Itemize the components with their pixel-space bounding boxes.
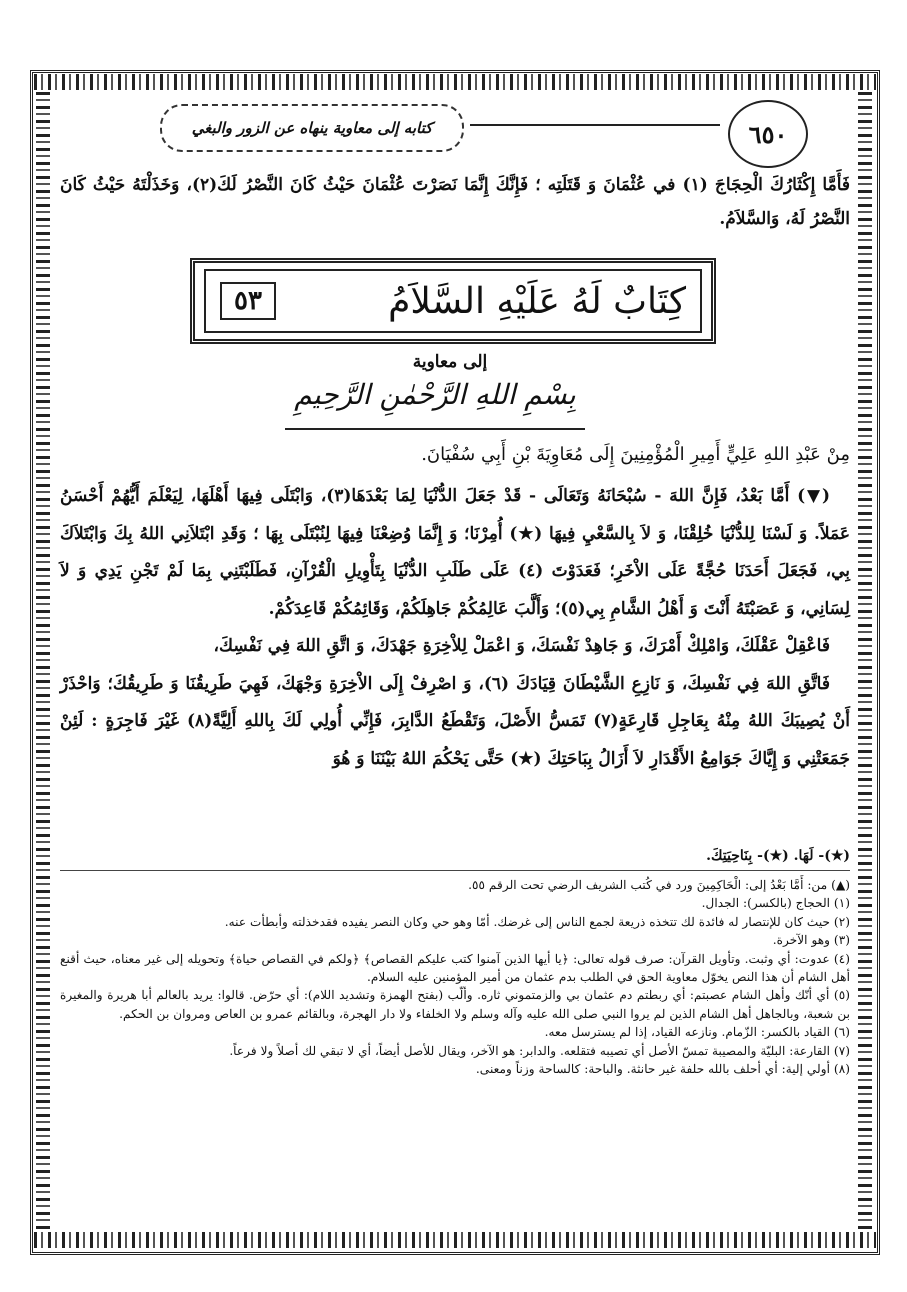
ornamental-border-left	[36, 92, 50, 1230]
footnote-5: (٥) أي أنّك وأهل الشام عصبتم: أي ربطتم دم عثمان بي والزمتموني ثاره. وألّب (بفتح الهمزة وتشديد اللام): أي حرّض. قالوا: يريد بالعالم أبا هريرة والمغيرة بن شعبة، وبالجاهل أهل الشام الذين لم يروا النبي صلى الله عليه وآله وسلم ولا الخلفاء ولا دار الهجرة، وبالقائم عمرو بن العاص ومروان بن الحكم.	[60, 988, 850, 1021]
ornamental-border-right	[858, 92, 872, 1230]
footnote-2: (٢) حيث كان للإنتصار له فائدة لك تتخذه ذريعة لجمع الناس إلى غرضك. أمّا وهو حي وكان النصر يفيده فقدخذلته وأبطأت عنه.	[224, 914, 850, 929]
footnote-4: (٤) عدوت: أي وثبت. وتأويل القرآن: صرف قوله تعالى: ﴿يا أيها الذين آمنوا كتب عليكم القصاص﴾ ﴿ولكم في القصاص حياة﴾ وتحويله إلى غير معناه، حيث أقنع أهل الشام أن هذا النص يخوّل معاوية الحق في الطلب بدم عثمان من أمير المؤمنين عليه السلام.	[60, 951, 850, 985]
letter-title-box	[190, 258, 716, 344]
footnote-7: (٧) القارعة: البليّة والمصيبة تمسّ الأصل أي تصيبه فتقلعه. والدابر: هو الآخر، ويقال للأصل أيضاً، أي لا تبقي لك أصلاً ولا فرعاً.	[229, 1043, 850, 1058]
footnote-8: (٨) أولي إلية: أي أحلف بالله حلفة غير حانثة. والباحة: كالساحة وزناً ومعنى.	[475, 1062, 850, 1077]
page-number: ٦٥٠	[728, 100, 808, 168]
letter-body	[60, 478, 850, 778]
paragraph-1: (▼) أَمَّا بَعْدُ، فَإِنَّ اللهَ - سُبْحَانَهُ وَتَعَالَى - قَدْ جَعَلَ الدُّنْيَا لِمَا بَعْدَهَا(٣)، وَابْتَلَى فِيهَا أَهْلَهَا، لِيَعْلَمَ أَيُّهُمْ أَحْسَنُ عَمَلاً. وَ لَسْنَا لِلدُّنْيَا خُلِقْنَا، وَ لاَ بِالسَّعْيِ فِيهَا (★) أُمِرْنَا؛ وَ إِنَّمَا وُضِعْنَا فِيهَا لِنُبْتَلَى بِهَا ؛ وَقَدِ ابْتَلاَنِي اللهُ بِكَ وَابْتَلاَكَ بِي، فَجَعَلَ أَحَدَنَا حُجَّةً عَلَى الاْخَرِ؛ فَعَدَوْتَ (٤) عَلَى طَلَبِ الدُّنْيَا بِتَأْوِيلِ الْقُرْآنِ، فَطَلَبْتَنِي بِمَا لَمْ تَجْنِ يَدِي وَ لاَ لِسَانِي، وَ عَصَبْتَهُ أَنْتَ وَ أَهْلُ الشَّامِ بِي(٥)؛ وَأَلَّبَ عَالِمُكُمْ جَاهِلَكُمْ، وَقَائِمُكُمْ قَاعِدَكُمْ.	[60, 486, 850, 619]
paragraph-2: فَاتَّقِ اللهَ فِي نَفْسِكَ، وَ نَازِعِ الشَّيْطَانَ قِيَادَكَ (٦)، وَ اصْرِفْ إِلَى الاْخِرَةِ وَجْهَكَ، فَهِيَ طَرِيقُنَا وَ طَرِيقُكَ؛ وَاحْذَرْ أَنْ يُصِيبَكَ اللهُ مِنْهُ بِعَاجِلِ قَارِعَةٍ(٧) تَمَسُّ الأَصْلَ، وَتَقْطَعُ الدَّابِرَ، فَإِنِّي أُولِي لَكَ بِاللهِ أَلِيَّةً(٨) غَيْرَ فَاجِرَةٍ : لَئِنْ جَمَعَتْنِي وَ إِيَّاكَ جَوَامِعُ الأَقْدَارِ لاَ أَزَالُ بِبَاحَتِكَ (★) حَتَّى يَحْكُمَ اللهُ بَيْنَنَا وَ هُوَ	[60, 673, 850, 769]
salutation: مِنْ عَبْدِ اللهِ عَلِيٍّ أَمِيرِ الْمُؤْمِنِينَ إِلَى مُعَاوِيَةَ بْنِ أَبِي سُفْيَانَ.	[421, 444, 850, 465]
variant-notes: (★)- لَهَا. (★)- بِنَاحِيَتِكَ.	[706, 848, 850, 864]
ornamental-border-top	[34, 74, 876, 90]
footnote-divider	[60, 870, 850, 871]
paragraph-2-lead: فَاعْقِلْ عَقْلَكَ، وَامْلِكْ أَمْرَكَ، وَ جَاهِدْ نَفْسَكَ، وَ اعْمَلْ لِلاْخِرَةِ جَهْدَكَ، وَ اتَّقِ اللهَ فِي نَفْسِكَ،	[213, 636, 830, 656]
running-title: كتابه إلى معاوية ينهاه عن الزور والبغي	[160, 104, 464, 152]
letter-title-inner	[204, 269, 702, 333]
header-divider	[470, 124, 720, 126]
letter-title: كِتَابٌ لَهُ عَلَيْهِ السَّلاَمُ	[388, 280, 686, 322]
footnote-source: (▲) من: أَمَّا بَعْدُ إلى: الْحَاكِمِينَ ورد في كُتب الشريف الرضي تحت الرقم ٥٥.	[468, 878, 850, 892]
footnote-3: (٣) وهو الآخرة.	[772, 933, 850, 948]
ornamental-border-bottom	[34, 1232, 876, 1248]
footnote-1: (١) الحجاج (بالكسر): الجدال.	[701, 896, 850, 911]
letter-number: ٥٣	[220, 282, 276, 320]
recipient: إلى معاوية	[412, 352, 488, 372]
footnote-6: (٦) القياد بالكسر: الزّمام. ونازعه القياد، إذا لم يسترسل معه.	[544, 1025, 850, 1040]
basmala: بِسْمِ اللهِ الرَّحْمٰنِ الرَّحِيمِ	[285, 378, 585, 430]
intro-text: فَأَمَّا إِكْثَارُكَ الْحِجَاجَ (١) في عُثْمَانَ وَ قَتَلَتِه ؛ فَإِنَّكَ إِنَّمَا نَصَرْتَ عُثْمَانَ حَيْثُ كَانَ النَّصْرُ لَكَ(٢)، وَخَذَلْتَهُ حَيْثُ كَانَ النَّصْرُ لَهُ، وَالسَّلاَمُ.	[60, 175, 850, 229]
footnotes	[60, 876, 850, 1078]
